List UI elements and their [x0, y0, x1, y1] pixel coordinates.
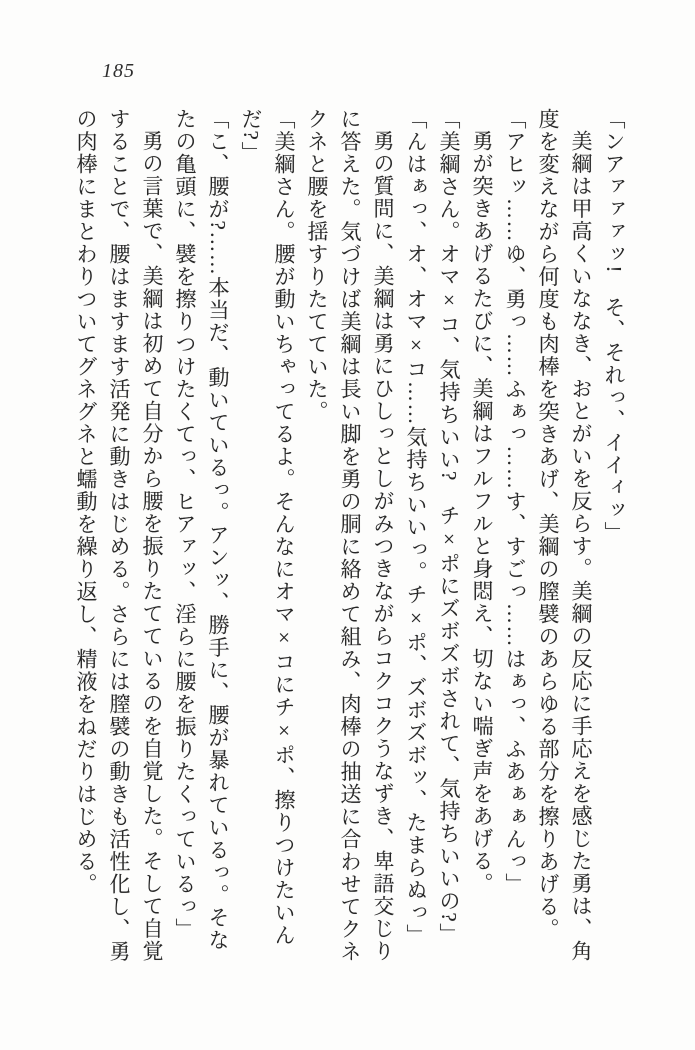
text-column: クネと腰を揺すりたてていた。	[305, 108, 329, 423]
text-column: に答えた。気づけば美綱は長い脚を勇の胴に絡めて組み、肉棒の抽送に合わせてクネ	[338, 108, 362, 963]
text-column: 勇の質問に、美綱は勇にひしっとしがみつきながらコクコクうなずき、卑語交じり	[371, 130, 395, 963]
text-column: 美綱は甲高くいななき、おとがいを反らす。美綱の反応に手応えを感じた勇は、角	[569, 130, 593, 963]
text-column: 「んはぁっ、オ、オマ×コ……気持ちいいっ。チ×ポ、ズボズボッ、たまらぬっ」	[404, 108, 428, 947]
page-number: 185	[102, 60, 135, 82]
text-column: の肉棒にまとわりついてグネグネと蠕動を繰り返し、精液をねだりはじめる。	[74, 108, 98, 896]
text-column: たの亀頭に、襞を擦りつけたくてっ、ヒアァッ、淫らに腰を振りたくっているっ」	[173, 108, 197, 941]
text-column: 「アヒッ……ゆ、勇っ……ふぁっ……す、すごっ……はぁっ、ふあぁぁんっ」	[503, 108, 527, 896]
text-column: 度を変えながら何度も肉棒を突きあげ、美綱の膣襞のあらゆる部分を擦りあげる。	[536, 108, 560, 941]
text-column: 「美綱さん。腰が動いちゃってるよ。そんなにオマ×コにチ×ポ、擦りつけたいん	[272, 108, 296, 947]
text-column: することで、腰はますます活発に動きはじめる。さらには膣襞の動きも活性化し、勇	[107, 108, 131, 963]
text-column: 「ンアァァァッ! そ、それっ、イイィッ」	[602, 108, 626, 544]
text-column: 「こ、腰が?……本当だ、動いているっ。アンッ、勝手に、腰が暴れているっ。そな	[206, 108, 230, 952]
text-block	[69, 108, 630, 982]
text-column: 「美綱さん。オマ×コ、気持ちいい? チ×ポにズボズボされて、気持ちいいの?」	[437, 108, 461, 946]
text-column: 勇の言葉で、美綱は初めて自分から腰を振りたてているのを自覚した。そして自覚	[140, 130, 164, 963]
text-column: 勇が突きあげるたびに、美綱はフルフルと身悶え、切ない喘ぎ声をあげる。	[470, 130, 494, 895]
text-column: だ?」	[239, 108, 263, 164]
